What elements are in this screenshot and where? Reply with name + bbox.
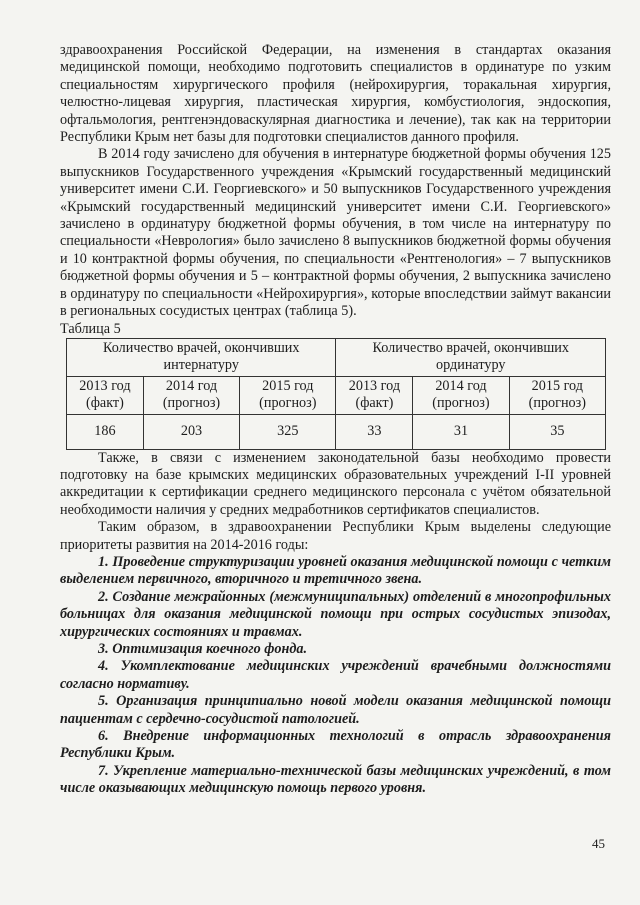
table-row: [67, 414, 606, 449]
priority-item: 7. Укрепление материально-технической базы медицинских учреждений, в том числе оказывающих медицинскую помощь первого уровня.: [60, 762, 611, 797]
table-cell: 35: [509, 414, 605, 449]
table-subheader: 2014 год (прогноз): [143, 376, 239, 414]
table-subheader: 2015 год (прогноз): [509, 376, 605, 414]
table-subheader-row: [67, 376, 606, 414]
paragraph-4: Таким образом, в здравоохранении Республики Крым выделены следующие приоритеты развития на 2014-2016 годы:: [60, 519, 611, 553]
document-body: [60, 42, 611, 798]
table-cell: 31: [413, 414, 509, 449]
priority-item: 6. Внедрение информационных технологий в отрасль здравоохранения Республики Крым.: [60, 728, 611, 762]
graduates-table: [66, 338, 606, 450]
table-cell: 203: [143, 414, 239, 449]
table-cell: 325: [240, 414, 336, 449]
paragraph-2: В 2014 году зачислено для обучения в интернатуре бюджетной формы обучения 125 выпускников Государственного учреждения «Крымский государственный медицинский университет имени С.И. Георгиевского» и 50 выпускников Государственного учреждения «Крымский государственный медицинский университет имени С.И. Георгиевского» зачислено в ординатуру бюджетной формы обучения, в том числе на интернатуру по специальности «Неврология» было зачислено 8 выпускников бюджетной формы обучения и 10 контрактной формы обучения, по специальности «Рентгенология» – 7 выпускников бюджетной формы обучения и 5 – контрактной формы обучения, 2 выпускника зачислено в ординатуру по специальности «Нейрохирургия», которые впоследствии займут вакансии в региональных сосудистых центрах (таблица 5).: [60, 146, 611, 320]
priority-item: 5. Организация принципиально новой модели оказания медицинской помощи пациентам с сердечно-сосудистой патологией.: [60, 693, 611, 727]
table-group-header-row: [67, 338, 606, 376]
table-cell: 186: [67, 414, 144, 449]
table-subheader: 2013 год (факт): [67, 376, 144, 414]
internship-header: Количество врачей, окончивших интернатуру: [67, 338, 336, 376]
paragraph-1: здравоохранения Российской Федерации, на изменения в стандартах оказания медицинской помощи, необходимо подготовить специалистов в ординатуре по узким специальностям хирургического профиля (нейрохирургия, торакальная хирургия, челюстно-лицевая хирургия, пластическая хирургия, комбустиология, эндоскопия, офтальмология, рентгенэндоваскулярная диагностика и лечение), так как на территории Республики Крым нет базы для подготовки специалистов данного профиля.: [60, 42, 611, 146]
table-cell: 33: [336, 414, 413, 449]
table-subheader: 2014 год (прогноз): [413, 376, 509, 414]
priority-item: 3. Оптимизация коечного фонда.: [98, 641, 308, 657]
residency-header: Количество врачей, окончивших ординатуру: [336, 338, 606, 376]
paragraph-3: Также, в связи с изменением законодательной базы необходимо провести подготовку на базе крымских медицинских образовательных учреждений I-II уровней аккредитации к сертификации среднего медицинского персонала с учётом обязательной необходимости наличия у средних медработников сертификатов специалистов.: [60, 449, 611, 518]
table-subheader: 2013 год (факт): [336, 376, 413, 414]
priority-item: 4. Укомплектование медицинских учреждений врачебными должностями согласно нормативу.: [60, 658, 611, 692]
page-number: 45: [592, 836, 605, 851]
table-subheader: 2015 год (прогноз): [240, 376, 336, 414]
table-caption: Таблица 5: [60, 320, 121, 337]
priority-item: 2. Создание межрайонных (межмуниципальных) отделений в многопрофильных больницах для оказания медицинской помощи при острых сосудистых эпизодах, хирургических состояниях и травмах.: [60, 588, 611, 640]
priority-item: 1. Проведение структуризации уровней оказания медицинской помощи с четким выделением первичного, вторичного и третичного звена.: [60, 553, 611, 588]
